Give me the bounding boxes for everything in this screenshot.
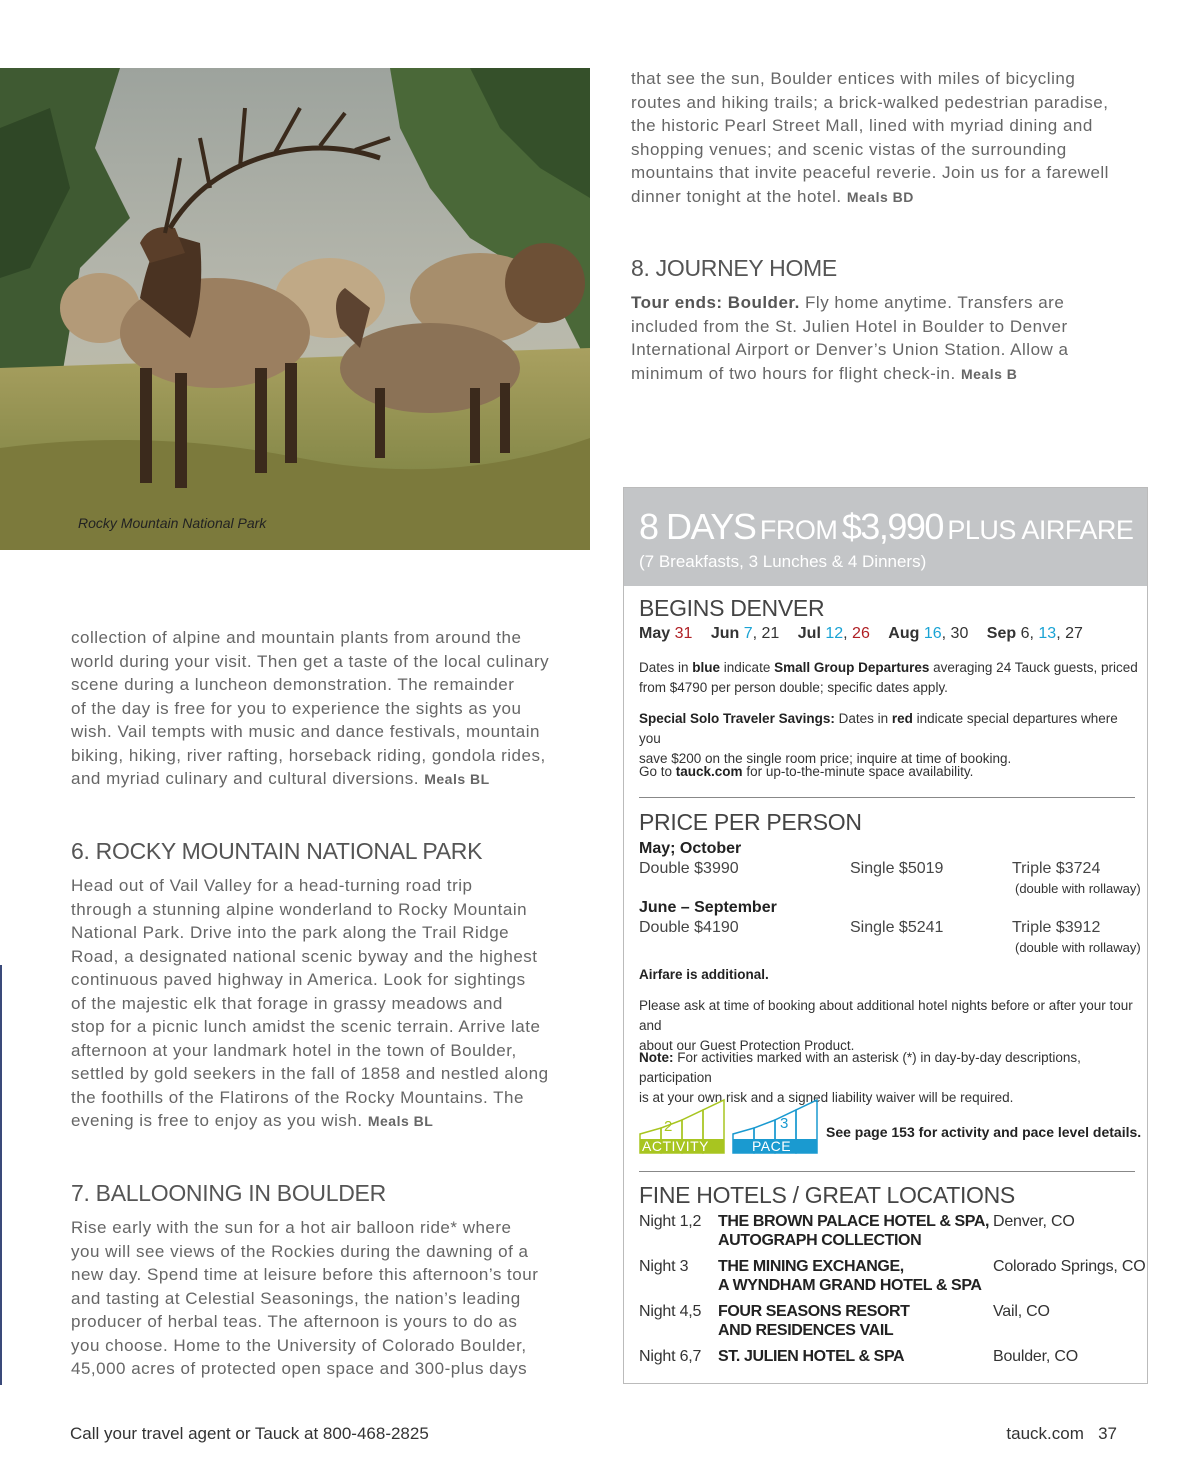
pace-level: 3 (780, 1115, 789, 1132)
date-small-group: 7 (743, 625, 753, 642)
day8-lead: Tour ends: Boulder. (631, 293, 800, 312)
text-part: Go to (639, 764, 676, 779)
text-line: continuous paved highway in America. Look for sightings (71, 970, 526, 989)
text-line: world during your visit. Then get a taste of the local culinary (71, 651, 550, 671)
footer-contact: Call your travel agent or Tauck at 800-468-2825 (70, 1424, 429, 1443)
hotel-name: THE BROWN PALACE HOTEL & SPA, (718, 1213, 990, 1230)
text-line: Road, a designated national scenic byway and the highest (71, 946, 538, 966)
rollaway-note: (double with rollaway) (1015, 940, 1141, 955)
hotel-name-line2: A WYNDHAM GRAND HOTEL & SPA (718, 1277, 982, 1294)
text-line: mountains that invite peaceful reverie. Join us for a farewell (631, 163, 1109, 182)
text-line: that see the sun, Boulder entices with miles of bicycling (631, 69, 1076, 88)
dates-may (639, 625, 692, 642)
tour-price: $3,990 (841, 506, 943, 547)
text-line: biking, hiking, river rafting, horseback riding, gondola rides, (71, 745, 546, 765)
dates-jun (711, 625, 780, 642)
hotel-name: FOUR SEASONS RESORT (718, 1303, 910, 1320)
double-price: Double $4190 (639, 919, 739, 936)
date: 6, (1020, 625, 1039, 642)
text-line: wish. Vail tempts with music and dance festivals, mountain (71, 722, 540, 741)
divider (639, 797, 1135, 798)
blue-word: blue (692, 660, 721, 675)
meals-included: (7 Breakfasts, 3 Lunches & 4 Dinners) (639, 552, 927, 571)
page-edge-bar (0, 965, 2, 1385)
text-line: you will see views of the Rockies during the dawning of a (71, 1241, 529, 1261)
pace-label: PACE (752, 1138, 792, 1154)
separator: , (843, 625, 853, 642)
hotel-name: THE MINING EXCHANGE, (718, 1258, 904, 1275)
text-line: settled by gold seekers in the fall of 1858 and nestled along (71, 1064, 549, 1083)
text-line: Rise early with the sun for a hot air balloon ride* where (71, 1218, 512, 1237)
text-part: about our Guest Protection Product. (639, 1038, 855, 1053)
month: Aug (888, 625, 920, 642)
text-line: you choose. Home to the University of Colorado Boulder, (71, 1335, 527, 1355)
elk-photo-illustration (0, 68, 590, 550)
text-line (631, 291, 1151, 315)
triple-price: Triple $3724 (1012, 860, 1101, 877)
divider (639, 1171, 1135, 1172)
triple-price: Triple $3912 (1012, 919, 1101, 936)
day6-text (71, 874, 591, 1134)
price-header (624, 488, 1147, 586)
text-line: International Airport or Denver’s Union Station. Allow a (631, 340, 1069, 359)
day8-heading: 8. JOURNEY HOME (631, 255, 837, 281)
hotel-night: Night 6,7 (639, 1348, 702, 1365)
day8-text (631, 291, 1151, 386)
day7-text (71, 1216, 591, 1381)
hotel-night: Night 3 (639, 1258, 689, 1275)
month: Jul (797, 625, 821, 642)
text-line-part: Fly home anytime. Transfers are (799, 293, 1065, 312)
hotels-heading: FINE HOTELS / GREAT LOCATIONS (639, 1182, 1015, 1208)
meals-label: Meals BL (424, 771, 490, 787)
text-line: included from the St. Julien Hotel in Boulder to Denver (631, 316, 1068, 336)
price-per-person-heading: PRICE PER PERSON (639, 809, 862, 835)
text-line: stop for a picnic lunch amidst the scenic terrain. Arrive late (71, 1017, 541, 1036)
text-line: afternoon at your landmark hotel in the town of Boulder, (71, 1040, 517, 1060)
text-line: through a stunning alpine wonderland to Rocky Mountain (71, 899, 528, 919)
text-part: indicate (720, 660, 775, 675)
footer-site-link[interactable]: tauck.com (1006, 1424, 1084, 1443)
hotel-night: Night 1,2 (639, 1213, 702, 1230)
hotel-location: Boulder, CO (993, 1348, 1078, 1365)
text-line: shopping venues; and scenic vistas of the surrounding (631, 139, 1067, 159)
text-line: routes and hiking trails; a brick-walked pedestrian paradise, (631, 92, 1109, 112)
date: , 21 (752, 625, 780, 642)
text-line: and tasting at Celestial Seasonings, the nation’s leading (71, 1288, 521, 1308)
elk-photo (0, 68, 590, 550)
dates-aug (888, 625, 968, 642)
tour-price-box (623, 487, 1148, 1384)
date-small-group: 12 (825, 625, 844, 642)
text-line: Head out of Vail Valley for a head-turning road trip (71, 876, 473, 895)
day7-continuation (631, 67, 1151, 209)
meals-label: Meals B (960, 365, 1018, 382)
bold-text: Small Group Departures (774, 660, 930, 675)
text-line: 45,000 acres of protected open space and 300-plus days (71, 1359, 528, 1378)
hotel-name-line2: AND RESIDENCES VAIL (718, 1322, 894, 1339)
text-line (631, 362, 1151, 387)
text-line-part: evening is free to enjoy as you wish. (71, 1111, 363, 1130)
month: Jun (710, 625, 740, 642)
hotel-location: Colorado Springs, CO (993, 1258, 1146, 1275)
text-part: For activities marked with an asterisk (*) in day-by-day descriptions, participation (639, 1050, 1081, 1085)
tauck-link[interactable]: tauck.com (675, 764, 743, 779)
month: May (639, 625, 671, 642)
from-label: FROM (759, 515, 838, 545)
plus-airfare: PLUS AIRFARE (947, 515, 1134, 545)
hotel-location: Denver, CO (993, 1213, 1075, 1230)
text-part: for up-to-the-minute space availability. (742, 764, 974, 779)
text-part: Dates in (834, 711, 892, 726)
bold-text: Special Solo Traveler Savings: (639, 711, 835, 726)
text-part: is at your own risk and a signed liability waiver will be required. (639, 1090, 1014, 1105)
text-line-part: and myriad culinary and cultural diversions. (71, 769, 419, 788)
text-part: indicate special departures where you (639, 711, 1118, 746)
single-price: Single $5241 (850, 919, 944, 936)
days-count: 8 DAYS (639, 506, 756, 547)
ask-note (639, 996, 1139, 1056)
date-solo: 31 (674, 625, 693, 642)
activity-level: 2 (664, 1118, 673, 1135)
hotel-location: Vail, CO (993, 1303, 1050, 1320)
airfare-note: Airfare is additional. (639, 967, 769, 982)
departure-dates (639, 625, 1097, 643)
date-small-group: 13 (1038, 625, 1057, 642)
text-line: of the day is free for you to experience the sights as you (71, 698, 522, 718)
day6-heading: 6. ROCKY MOUNTAIN NATIONAL PARK (71, 838, 483, 864)
footer-right (1006, 1424, 1117, 1444)
text-line-part: dinner tonight at the hotel. (631, 186, 842, 206)
red-word: red (891, 711, 913, 726)
text-line: the historic Pearl Street Mall, lined with myriad dining and (631, 116, 1093, 135)
solo-traveler-note (639, 709, 1139, 769)
dates-jul (798, 625, 870, 642)
text-line: producer of herbal teas. The afternoon is yours to do as (71, 1312, 518, 1331)
meals-label: Meals BL (367, 1113, 434, 1129)
season-name: May; October (639, 840, 742, 857)
photo-caption: Rocky Mountain National Park (78, 515, 267, 531)
text-part: averaging 24 Tauck guests, priced (929, 660, 1138, 675)
day5-continuation (71, 626, 591, 792)
text-part: Please ask at time of booking about additional hotel nights before or after your tour and (639, 998, 1133, 1033)
text-line: of the majestic elk that forage in grassy meadows and (71, 993, 503, 1013)
hotel-name: ST. JULIEN HOTEL & SPA (718, 1348, 905, 1365)
text-line: collection of alpine and mountain plants from around the (71, 628, 522, 647)
double-price: Double $3990 (639, 860, 739, 877)
meals-label: Meals BD (846, 188, 914, 205)
date: , 30 (941, 625, 969, 642)
day7-heading: 7. BALLOONING IN BOULDER (71, 1180, 386, 1206)
text-line: new day. Spend time at leisure before this afternoon’s tour (71, 1265, 539, 1284)
text-line-part: minimum of two hours for flight check-in. (631, 363, 956, 383)
text-line: National Park. Drive into the park along the Trail Ridge (71, 923, 510, 942)
text-line (71, 767, 591, 792)
hotel-name-line2: AUTOGRAPH COLLECTION (718, 1232, 922, 1249)
price-headline (639, 506, 1133, 548)
hotel-night: Night 4,5 (639, 1303, 702, 1320)
date: , 27 (1056, 625, 1083, 642)
text-part: from $4790 per person double; specific dates apply. (639, 680, 948, 695)
activity-label: ACTIVITY (642, 1138, 710, 1154)
text-line (631, 185, 1151, 210)
text-line: the foothills of the Flatirons of the Rocky Mountains. The (71, 1087, 524, 1107)
small-group-note (639, 658, 1139, 698)
text-line (71, 1109, 591, 1134)
date-solo: 26 (852, 625, 870, 642)
activity-pace-note: See page 153 for activity and pace level details. (826, 1124, 1142, 1140)
bold-text: Note: (639, 1050, 674, 1065)
date-small-group: 16 (923, 625, 942, 642)
text-part: save $200 on the single room price; inquire at time of booking. (639, 751, 1012, 766)
month: Sep (986, 625, 1017, 642)
page-number: 37 (1098, 1424, 1117, 1443)
text-part: Dates in (639, 660, 693, 675)
begins-heading: BEGINS DENVER (639, 595, 825, 621)
rollaway-note: (double with rollaway) (1015, 881, 1141, 896)
availability-note (639, 762, 1139, 782)
single-price: Single $5019 (850, 860, 944, 877)
season-name: June – September (639, 899, 777, 916)
dates-sep (987, 625, 1083, 642)
text-line: scene during a luncheon demonstration. The remainder (71, 675, 515, 694)
